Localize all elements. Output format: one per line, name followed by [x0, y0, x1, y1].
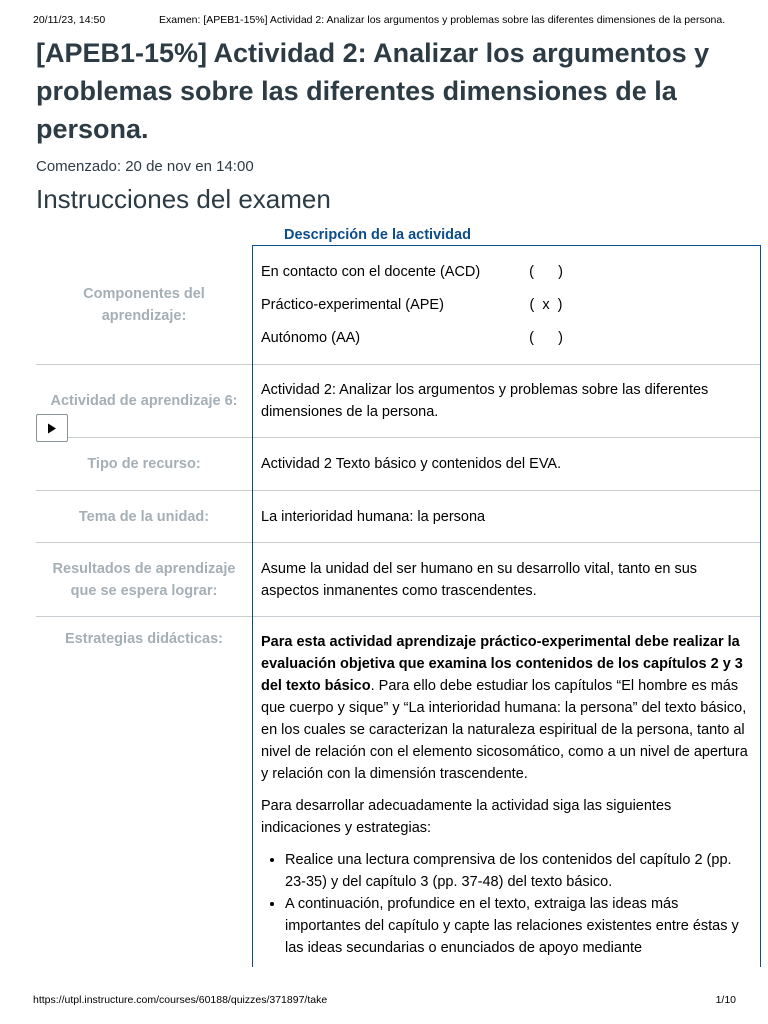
activity-value: Actividad 2: Analizar los argumentos y problemas sobre las diferentes dimensiones de la persona. [253, 365, 761, 438]
activity-description-table [36, 245, 761, 967]
strategies-body: . Para ello debe estudiar los capítulos “El hombre es más que cuerpo y sique” y “La interioridad humana: la persona” del texto básico, en los cuales se caracterizan la naturaleza espiritual de la persona, tanto al nivel de relación con el elemento sicosomático, como a un nivel de apertura y relación con la dimensión trascendente. [261, 678, 748, 782]
component-mark: ( ) [529, 329, 563, 346]
component-label: En contacto con el docente (ACD) [261, 263, 481, 280]
table-row [36, 246, 761, 365]
list-item: • A continuación, profundice en el texto, extraiga las ideas más importantes del capítulo y capte las relaciones existentes entre éstas y las ideas secundarias o enunciados de apoyo mediante [285, 893, 752, 959]
instructions-heading: Instrucciones del examen [36, 184, 331, 214]
strategies-intro: Para desarrollar adecuadamente la actividad siga las siguientes indicaciones y estrategias: [261, 798, 672, 836]
results-value: Asume la unidad del ser humano en su desarrollo vital, tanto en sus aspectos inmanentes como trascendentes. [253, 543, 761, 617]
print-header [33, 14, 748, 26]
component-mark: ( x ) [529, 296, 563, 313]
quiz-title: [APEB1-15%] Actividad 2: Analizar los argumentos y problemas sobre las diferentes dimensiones de la persona. [36, 38, 710, 144]
play-icon [47, 423, 57, 434]
strategies-paragraph [261, 631, 752, 785]
theme-label: Tema de la unidad: [36, 491, 253, 543]
component-label: Autónomo (AA) [261, 329, 361, 346]
table-row [36, 438, 761, 491]
table-row [36, 617, 761, 968]
table-row [36, 491, 761, 543]
theme-value: La interioridad humana: la persona [253, 491, 761, 543]
table-row [36, 543, 761, 617]
resource-label: Tipo de recurso: [36, 438, 253, 491]
results-label: Resultados de aprendizaje que se espera lograr: [36, 543, 253, 617]
resource-value: Actividad 2 Texto básico y contenidos del EVA. [253, 438, 761, 491]
play-button[interactable] [36, 414, 68, 442]
strategies-label: Estrategias didácticas: [36, 617, 253, 968]
strategies-lead: Para esta actividad aprendizaje práctico-experimental debe realizar la evaluación objetiva que examina los contenidos de los capítulos 2 y 3 del texto básico [261, 634, 743, 694]
table-caption: Descripción de la actividad [284, 227, 471, 243]
component-row [261, 322, 752, 355]
list-item: • Realice una lectura comprensiva de los contenidos del capítulo 2 (pp. 23-35) y del capítulo 3 (pp. 37-48) del texto básico. [285, 849, 752, 893]
quiz-started-time: Comenzado: 20 de nov en 14:00 [36, 158, 254, 175]
table-row [36, 365, 761, 438]
print-url: https://utpl.instructure.com/courses/60188/quizzes/371897/take [33, 994, 328, 1006]
print-page-title: Examen: [APEB1-15%] Actividad 2: Analizar los argumentos y problemas sobre las diferentes dimensiones de la persona. [159, 14, 726, 26]
components-value [253, 246, 761, 365]
strategies-list [261, 849, 752, 959]
print-page-number: 1/10 [715, 994, 736, 1006]
strategies-value [253, 617, 761, 968]
activity-label: Actividad de aprendizaje 6: [36, 365, 253, 438]
print-footer [33, 994, 736, 1006]
component-label: Práctico-experimental (APE) [261, 296, 444, 313]
components-label: Componentes del aprendizaje: [83, 285, 205, 324]
quiz-content [36, 34, 732, 243]
component-row [261, 256, 752, 289]
print-datetime: 20/11/23, 14:50 [33, 14, 106, 26]
component-mark: ( ) [529, 263, 563, 280]
component-row [261, 289, 752, 322]
